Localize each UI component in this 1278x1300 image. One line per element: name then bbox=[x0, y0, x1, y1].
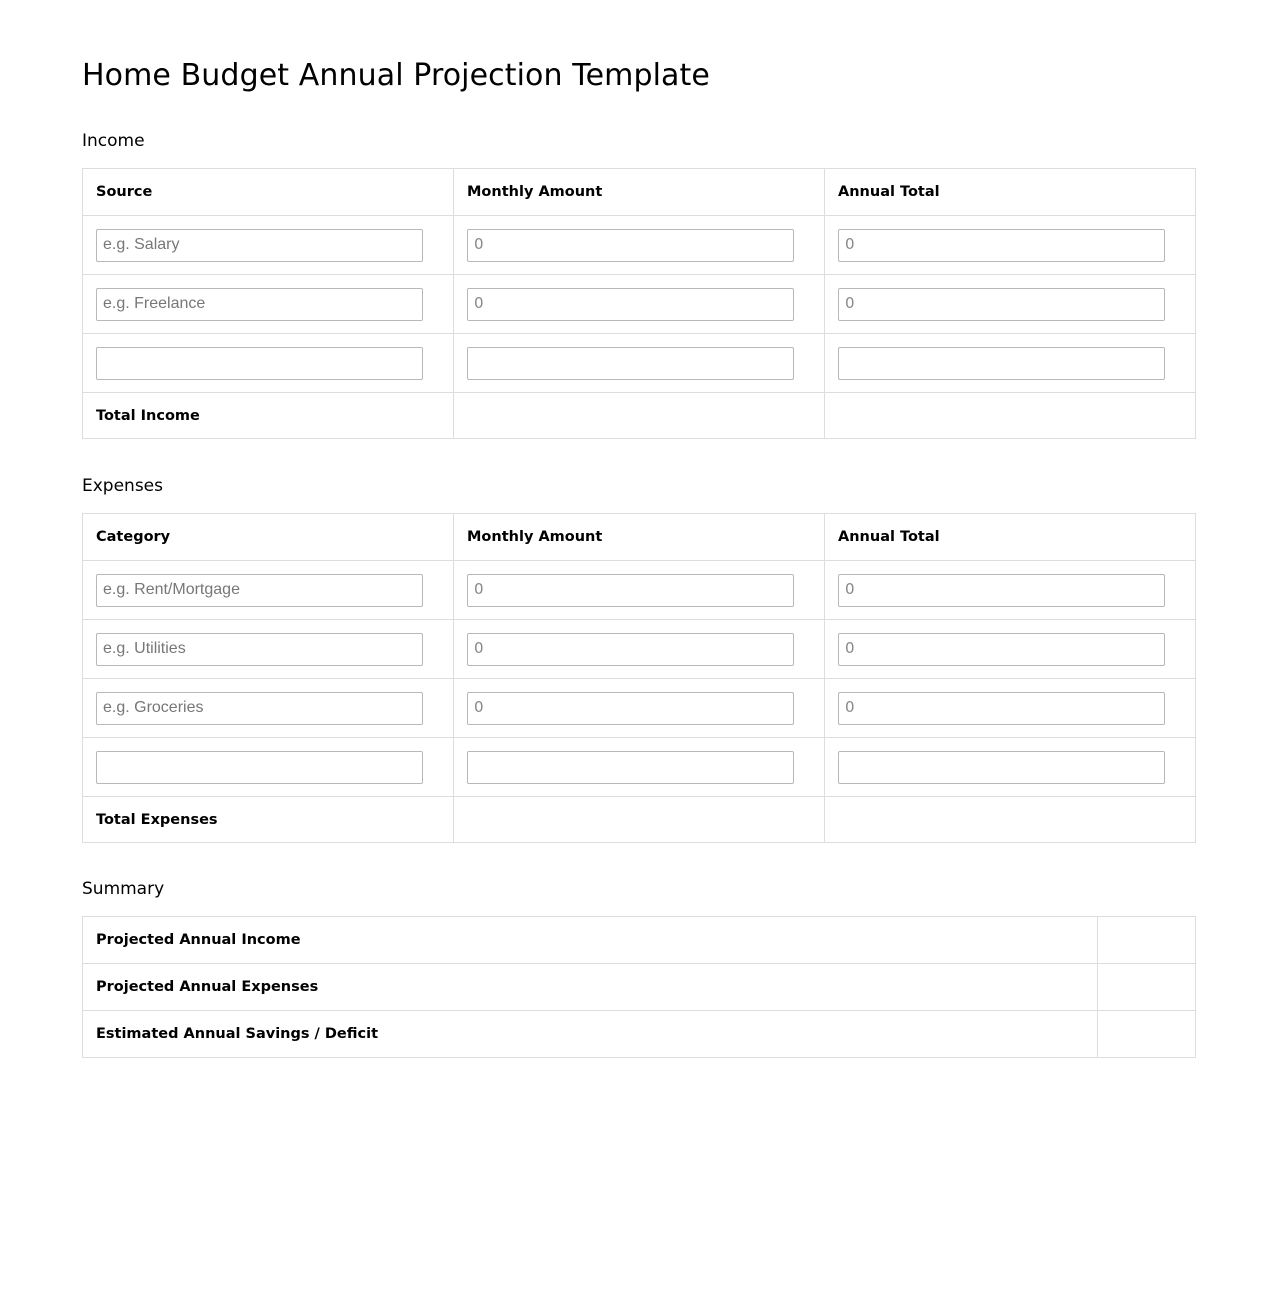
column-header-annual-total: Annual Total bbox=[825, 169, 1196, 216]
expense-category-cell bbox=[83, 679, 454, 738]
projected-annual-expenses-label: Projected Annual Expenses bbox=[83, 964, 1098, 1011]
total-expenses-label: Total Expenses bbox=[83, 797, 454, 843]
summary-row bbox=[83, 1011, 1196, 1058]
expenses-heading: Expenses bbox=[82, 476, 163, 496]
income-source-input[interactable] bbox=[96, 347, 423, 380]
income-annual-cell bbox=[825, 334, 1196, 393]
expense-annual-cell bbox=[825, 738, 1196, 797]
expense-annual-total-input[interactable] bbox=[838, 751, 1165, 784]
income-source-cell bbox=[83, 275, 454, 334]
income-row bbox=[83, 216, 1196, 275]
expense-monthly-amount-input[interactable] bbox=[467, 751, 794, 784]
income-total-row bbox=[83, 393, 1196, 439]
expense-annual-cell bbox=[825, 620, 1196, 679]
expense-row bbox=[83, 738, 1196, 797]
projected-annual-income-value bbox=[1098, 917, 1196, 964]
expenses-table bbox=[82, 513, 1196, 843]
expense-monthly-amount-input[interactable] bbox=[467, 692, 794, 725]
income-monthly-amount-input[interactable] bbox=[467, 229, 794, 262]
total-income-monthly-value bbox=[454, 393, 825, 439]
expense-category-input[interactable] bbox=[96, 692, 423, 725]
income-monthly-amount-input[interactable] bbox=[467, 347, 794, 380]
projected-annual-income-label: Projected Annual Income bbox=[83, 917, 1098, 964]
total-income-label: Total Income bbox=[83, 393, 454, 439]
income-monthly-cell bbox=[454, 275, 825, 334]
expense-row bbox=[83, 679, 1196, 738]
expense-annual-total-input[interactable] bbox=[838, 574, 1165, 607]
income-source-input[interactable] bbox=[96, 288, 423, 321]
income-monthly-cell bbox=[454, 334, 825, 393]
expense-annual-cell bbox=[825, 679, 1196, 738]
summary-row bbox=[83, 917, 1196, 964]
income-table bbox=[82, 168, 1196, 439]
projected-annual-expenses-value bbox=[1098, 964, 1196, 1011]
income-annual-total-input[interactable] bbox=[838, 229, 1165, 262]
expense-row bbox=[83, 561, 1196, 620]
expense-monthly-cell bbox=[454, 679, 825, 738]
column-header-monthly-amount: Monthly Amount bbox=[454, 169, 825, 216]
income-monthly-cell bbox=[454, 216, 825, 275]
expense-row bbox=[83, 620, 1196, 679]
estimated-annual-savings-value bbox=[1098, 1011, 1196, 1058]
expense-annual-total-input[interactable] bbox=[838, 692, 1165, 725]
expense-monthly-cell bbox=[454, 738, 825, 797]
income-annual-total-input[interactable] bbox=[838, 288, 1165, 321]
expenses-total-row bbox=[83, 797, 1196, 843]
expenses-header-row bbox=[83, 514, 1196, 561]
income-row bbox=[83, 334, 1196, 393]
total-expenses-annual-value bbox=[825, 797, 1196, 843]
expense-category-input[interactable] bbox=[96, 751, 423, 784]
expense-annual-total-input[interactable] bbox=[838, 633, 1165, 666]
estimated-annual-savings-label: Estimated Annual Savings / Deficit bbox=[83, 1011, 1098, 1058]
total-income-annual-value bbox=[825, 393, 1196, 439]
income-source-input[interactable] bbox=[96, 229, 423, 262]
expense-monthly-cell bbox=[454, 620, 825, 679]
expense-category-input[interactable] bbox=[96, 574, 423, 607]
income-heading: Income bbox=[82, 131, 145, 151]
summary-row bbox=[83, 964, 1196, 1011]
expense-category-input[interactable] bbox=[96, 633, 423, 666]
summary-heading: Summary bbox=[82, 879, 165, 899]
expense-monthly-amount-input[interactable] bbox=[467, 633, 794, 666]
column-header-category: Category bbox=[83, 514, 454, 561]
expense-category-cell bbox=[83, 738, 454, 797]
column-header-monthly-amount: Monthly Amount bbox=[454, 514, 825, 561]
income-annual-total-input[interactable] bbox=[838, 347, 1165, 380]
income-monthly-amount-input[interactable] bbox=[467, 288, 794, 321]
column-header-annual-total: Annual Total bbox=[825, 514, 1196, 561]
income-annual-cell bbox=[825, 216, 1196, 275]
income-source-cell bbox=[83, 334, 454, 393]
income-row bbox=[83, 275, 1196, 334]
summary-table bbox=[82, 916, 1196, 1058]
total-expenses-monthly-value bbox=[454, 797, 825, 843]
income-source-cell bbox=[83, 216, 454, 275]
expense-category-cell bbox=[83, 620, 454, 679]
expense-annual-cell bbox=[825, 561, 1196, 620]
column-header-source: Source bbox=[83, 169, 454, 216]
income-header-row bbox=[83, 169, 1196, 216]
expense-monthly-amount-input[interactable] bbox=[467, 574, 794, 607]
expense-category-cell bbox=[83, 561, 454, 620]
page-title: Home Budget Annual Projection Template bbox=[82, 58, 710, 93]
expense-monthly-cell bbox=[454, 561, 825, 620]
income-annual-cell bbox=[825, 275, 1196, 334]
